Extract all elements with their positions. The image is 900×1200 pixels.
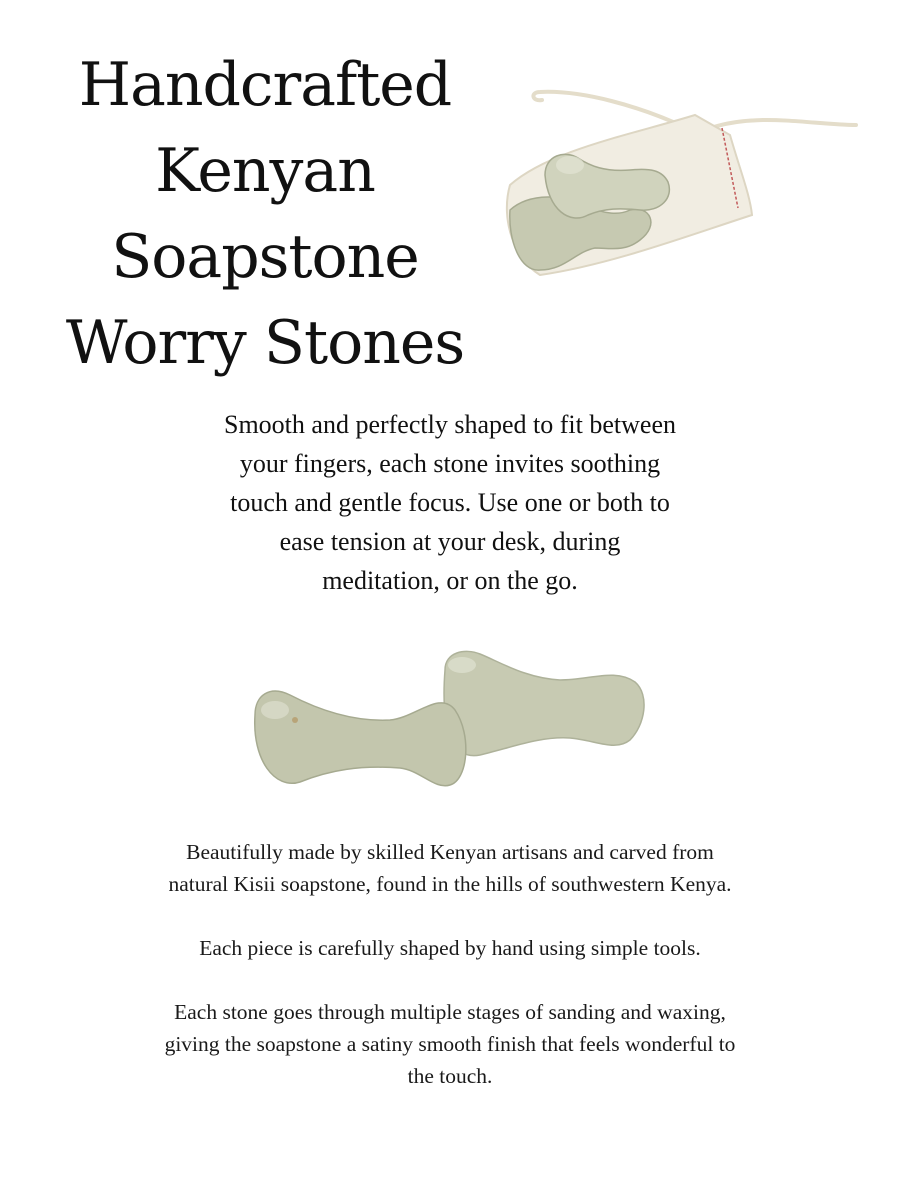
title-line: Soapstone (111, 222, 419, 292)
paragraph (100, 996, 800, 1092)
intro-line: your fingers, each stone invites soothing (239, 449, 661, 478)
paragraph-line: Each piece is carefully shaped by hand using simple tools. (199, 936, 701, 960)
paragraph-line: giving the soapstone a satiny smooth finish that feels wonderful to (164, 1032, 736, 1056)
paragraph (100, 836, 800, 900)
intro-line: Smooth and perfectly shaped to fit between (224, 410, 676, 439)
description-body (100, 836, 800, 1124)
intro-paragraph (140, 405, 760, 600)
intro-line: touch and gentle focus. Use one or both to (230, 488, 670, 517)
paragraph-line: natural Kisii soapstone, found in the hills of southwestern Kenya. (168, 872, 732, 896)
page-title (40, 42, 490, 386)
paragraph-line: the touch. (407, 1064, 493, 1088)
pouch-with-stones-image (490, 80, 870, 290)
paragraph-line: Beautifully made by skilled Kenyan artisans and carved from (186, 840, 714, 864)
title-line: Kenyan (155, 136, 375, 206)
title-line: Handcrafted (78, 50, 452, 120)
worry-stones-image (240, 640, 660, 790)
intro-line: meditation, or on the go. (322, 566, 578, 595)
title-line: Worry Stones (65, 308, 465, 378)
paragraph (100, 932, 800, 964)
intro-line: ease tension at your desk, during (279, 527, 621, 556)
paragraph-line: Each stone goes through multiple stages of sanding and waxing, (174, 1000, 726, 1024)
